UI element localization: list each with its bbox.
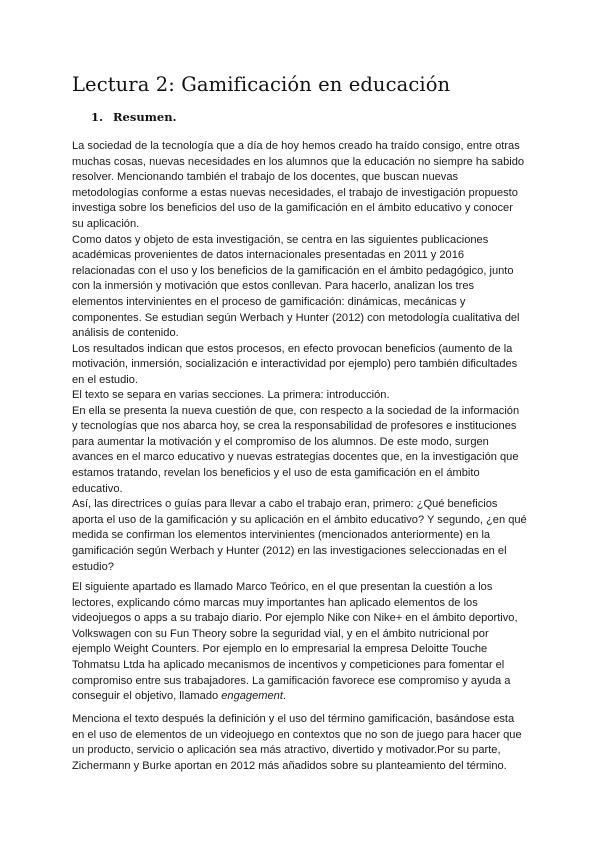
text-line: análisis de contenido.	[72, 327, 179, 340]
paragraph-block-theoretical-framework	[72, 580, 532, 705]
text-line: para aumentar la motivación y el compromiso de los alumnos. De este modo, surgen	[72, 435, 489, 448]
text-line: estamos tratando, revelan los beneficios y el uso de esta gamificación en el ámbito	[72, 466, 480, 479]
text-line: Zichermann y Burke aportan en 2012 más añadidos sobre su planteamiento del término.	[72, 759, 507, 772]
text-line: lectores, explicando cómo marcas muy importantes han aplicado elementos de los	[72, 596, 478, 609]
text-line: Menciona el texto después la definición y el uso del término gamificación, basándose esta	[72, 713, 515, 725]
text-line: su aplicación.	[72, 217, 140, 230]
text-line: Así, las directrices o guías para llevar a cabo el trabajo eran, primero: ¿Qué beneficios	[72, 498, 498, 511]
text-line: En ella se presenta la nueva cuestión de que, con respecto a la sociedad de la información	[72, 404, 520, 417]
text-line: El siguiente apartado es llamado Marco Teórico, en el que presentan la cuestión a los	[72, 581, 493, 593]
section-heading-text: Resumen.	[113, 110, 177, 124]
text-line: elementos intervinientes en el proceso de gamificación: dinámicas, mecánicas y	[72, 295, 466, 308]
text-line: Como datos y objeto de esta investigación, se centra en las siguientes publicaciones	[72, 233, 489, 246]
text-line: El texto se separa en varias secciones. La primera: introducción.	[72, 389, 390, 401]
paragraph-block-introduction	[72, 388, 532, 575]
text-line: aporta el uso de la gamificación y su aplicación en el ámbito educativo? Y segundo, ¿en qué	[72, 513, 527, 526]
text-line: metodologías conforme a estas nuevas necesidades, el trabajo de investigación propuesto	[72, 186, 518, 199]
text-line: avances en el marco educativo y nuevas estrategias docentes que, en la investigación que	[72, 451, 519, 464]
text-line	[72, 689, 532, 705]
text-line: compromiso entre sus trabajadores. La gamificación favorece ese compromiso y ayuda a	[72, 674, 511, 687]
text-line: motivación, inmersión, socialización e interactividad por ejemplo) pero también dificultades	[72, 358, 518, 371]
text-line: en el estudio.	[72, 373, 138, 386]
section-heading	[91, 110, 177, 124]
text-line: investiga sobre los beneficios del uso de la gamificación en el ámbito educativo y conocer	[72, 202, 513, 215]
text-line: ejemplo Weight Counters. Por ejemplo en lo empresarial la empresa Deloitte Touche	[72, 643, 488, 656]
text-line: Volkswagen con su Fun Theory sobre la seguridad vial, y en el ámbito nutricional por	[72, 627, 489, 640]
text-line: relacionadas con el uso y los beneficios de la gamificación en el ámbito pedagógico, junto	[72, 264, 514, 277]
emphasized-term: engagement	[221, 690, 283, 703]
text-fragment: conseguir el objetivo, llamado	[72, 690, 222, 703]
text-line: Tohmatsu Ltda ha aplicado mecanismos de incentivos y competiciones para fomentar el	[72, 658, 505, 671]
paragraph-block-summary	[72, 139, 532, 389]
text-line: estudio?	[72, 560, 114, 573]
text-line: gamificación según Werbach y Hunter (2012) en las investigaciones seleccionadas en el	[72, 544, 507, 557]
text-line: muchas cosas, nuevas necesidades en los alumnos que la educación no siempre ha sabido	[72, 155, 525, 168]
text-line: La sociedad de la tecnología que a día de hoy hemos creado ha traído consigo, entre otras	[72, 140, 520, 152]
document-title: Lectura 2: Gamificación en educación	[72, 73, 451, 96]
section-number: 1.	[91, 110, 104, 124]
text-line: y tecnologías que nos abarca hoy, se crea la responsabilidad de profesores e instituciones	[72, 420, 517, 433]
text-line: componentes. Se estudian según Werbach y Hunter (2012) con metodología cualitativa del	[72, 311, 520, 324]
text-line: en el uso de elementos de un videojuego en contextos que no son de juego para hacer que	[72, 728, 522, 741]
text-line: un producto, servicio o aplicación sea más atractivo, divertido y motivador.Por su parte,	[72, 744, 501, 757]
text-line: académicas provenientes de datos internacionales presentadas en 2011 y 2016	[72, 249, 465, 262]
paragraph-block-definition	[72, 712, 532, 774]
text-line: Los resultados indican que estos procesos, en efecto provocan beneficios (aumento de la	[72, 342, 513, 355]
text-line: con la inmersión y motivación que estos conllevan. Para hacerlo, analizan los tres	[72, 280, 475, 293]
text-fragment: .	[282, 690, 287, 703]
text-line: resolver. Mencionando también el trabajo de los docentes, que buscan nuevas	[72, 171, 459, 184]
text-line: medida se confirman los elementos intervinientes (mencionados anteriormente) en la	[72, 529, 491, 542]
text-line: videojuegos o apps a su trabajo diario. Por ejemplo Nike con Nike+ en el ámbito deportivo,	[72, 612, 518, 625]
text-line: educativo.	[72, 482, 123, 495]
